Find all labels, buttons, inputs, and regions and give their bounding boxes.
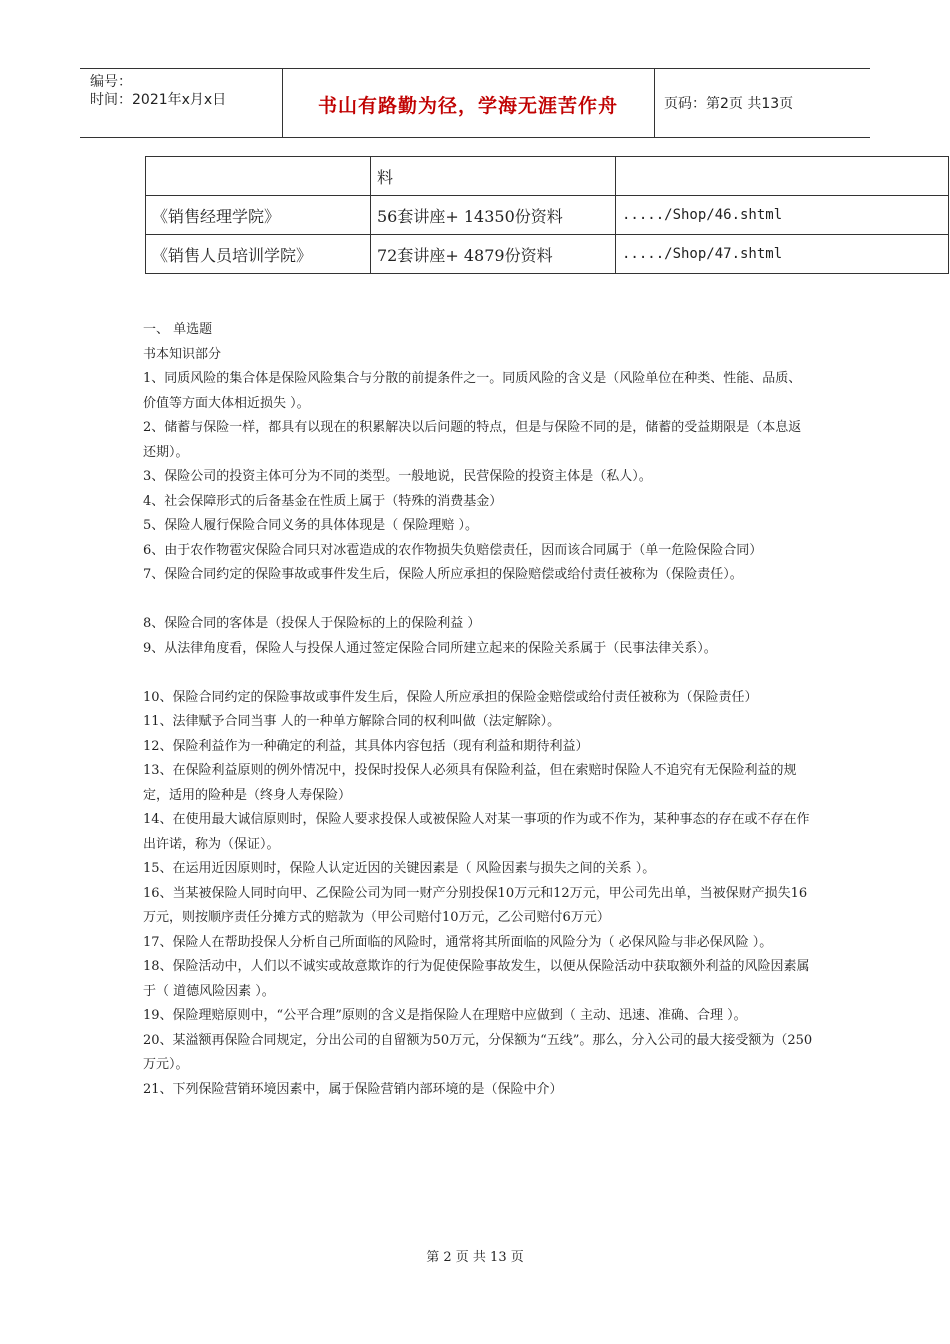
question-item: 18、保险活动中，人们以不诚实或故意欺诈的行为促使保险事故发生，以便从保险活动中获取额外利益的风险因素属于（ 道德风险因素 ）。 xyxy=(143,959,810,999)
question-item: 9、从法律角度看，保险人与投保人通过签定保险合同所建立起来的保险关系属于（民事法律关系）。 xyxy=(143,640,717,656)
table-row xyxy=(146,157,949,196)
resource-table xyxy=(145,156,949,274)
question-item: 11、法律赋予合同当事 人的一种单方解除合同的权利叫做（法定解除）。 xyxy=(143,714,561,729)
document-code-label: 编号： xyxy=(90,74,132,90)
question-item: 5、保险人履行保险合同义务的具体体现是（ 保险理赔 ）。 xyxy=(143,518,479,533)
question-item: 14、在使用最大诚信原则时，保险人要求投保人或被保险人对某一事项的作为或不作为，某种事态的存在或不存在作出许诺，称为（保证）。 xyxy=(143,812,810,852)
course-link-cell[interactable]: ...../Shop/47.shtml xyxy=(616,235,949,274)
course-link-cell[interactable]: ...../Shop/46.shtml xyxy=(616,196,949,235)
question-item: 16、当某被保险人同时向甲、乙保险公司为同一财产分别投保10万元和12万元，甲公司先出单，当被保财产损失16万元，则按顺序责任分摊方式的赔款为（甲公司赔付10万元，乙公司赔付6万元） xyxy=(143,885,808,925)
blank-line xyxy=(143,661,813,686)
document-date: 时间：2021年x月x日 xyxy=(90,92,227,108)
course-content-cell: 56套讲座+ 14350份资料 xyxy=(371,196,616,235)
question-item: 19、保险理赔原则中，“公平合理”原则的含义是指保险人在理赔中应做到（ 主动、迅速、准确、合理 ）。 xyxy=(143,1008,747,1023)
question-item: 3、保险公司的投资主体可分为不同的类型。一般地说，民营保险的投资主体是（私人）。 xyxy=(143,469,652,484)
table-cell: 料 xyxy=(371,157,616,196)
question-item: 4、社会保障形式的后备基金在性质上属于（特殊的消费基金） xyxy=(143,493,503,509)
course-name-cell: 《销售经理学院》 xyxy=(146,196,371,235)
question-item: 7、保险合同约定的保险事故或事件发生后，保险人所应承担的保险赔偿或给付责任被称为（保险责任）。 xyxy=(143,567,743,582)
subsection-heading: 书本知识部分 xyxy=(143,346,222,362)
question-item: 13、在保险利益原则的例外情况中，投保时投保人必须具有保险利益，但在索赔时保险人不追究有无保险利益的规定，适用的险种是（终身人寿保险） xyxy=(143,763,797,803)
question-item: 2、储蓄与保险一样，都具有以现在的积累解决以后问题的特点，但是与保险不同的是，储蓄的受益期限是（本息返还期）。 xyxy=(143,420,802,460)
question-item: 6、由于农作物雹灾保险合同只对冰雹造成的农作物损失负赔偿责任，因而该合同属于（单一危险保险合同） xyxy=(143,542,763,558)
header-motto: 书山有路勤为径，学海无涯苦作舟 xyxy=(317,95,618,117)
question-item: 12、保险利益作为一种确定的利益，其具体内容包括（现有利益和期待利益） xyxy=(143,738,589,754)
question-item: 15、在运用近因原则时，保险人认定近因的关键因素是（ 风险因素与损失之间的关系 ）。 xyxy=(143,861,656,876)
question-item: 21、下列保险营销环境因素中，属于保险营销内部环境的是（保险中介） xyxy=(143,1081,563,1097)
table-cell xyxy=(616,157,949,196)
header-info-cell xyxy=(80,69,283,137)
table-cell xyxy=(146,157,371,196)
page-header xyxy=(80,68,870,138)
question-item: 20、某溢额再保险合同规定，分出公司的自留额为50万元，分保额为“五线”。那么，分入公司的最大接受额为（250万元）。 xyxy=(143,1032,813,1072)
section-heading: 一、 单选题 xyxy=(143,322,213,337)
question-item: 8、保险合同的客体是（投保人于保险标的上的保险利益 ） xyxy=(143,616,481,631)
table-row xyxy=(146,196,949,235)
question-item: 10、保险合同约定的保险事故或事件发生后，保险人所应承担的保险金赔偿或给付责任被称为（保险责任） xyxy=(143,689,758,705)
header-page-number: 页码：第2页 共13页 xyxy=(664,96,794,112)
header-page-cell xyxy=(654,69,870,137)
document-body xyxy=(143,318,813,1102)
page-footer: 第 2 页 共 13 页 xyxy=(426,1250,524,1265)
table-row xyxy=(146,235,949,274)
question-list xyxy=(143,367,813,1102)
question-item: 17、保险人在帮助投保人分析自己所面临的风险时，通常将其所面临的风险分为（ 必保风险与非必保风险 ）。 xyxy=(143,934,773,950)
header-motto-cell xyxy=(282,69,655,137)
course-name-cell: 《销售人员培训学院》 xyxy=(146,235,371,274)
course-content-cell: 72套讲座+ 4879份资料 xyxy=(371,235,616,274)
blank-line xyxy=(143,588,813,613)
question-item: 1、同质风险的集合体是保险风险集合与分散的前提条件之一。同质风险的含义是（风险单位在种类、性能、品质、价值等方面大体相近损失 ）。 xyxy=(143,371,802,411)
